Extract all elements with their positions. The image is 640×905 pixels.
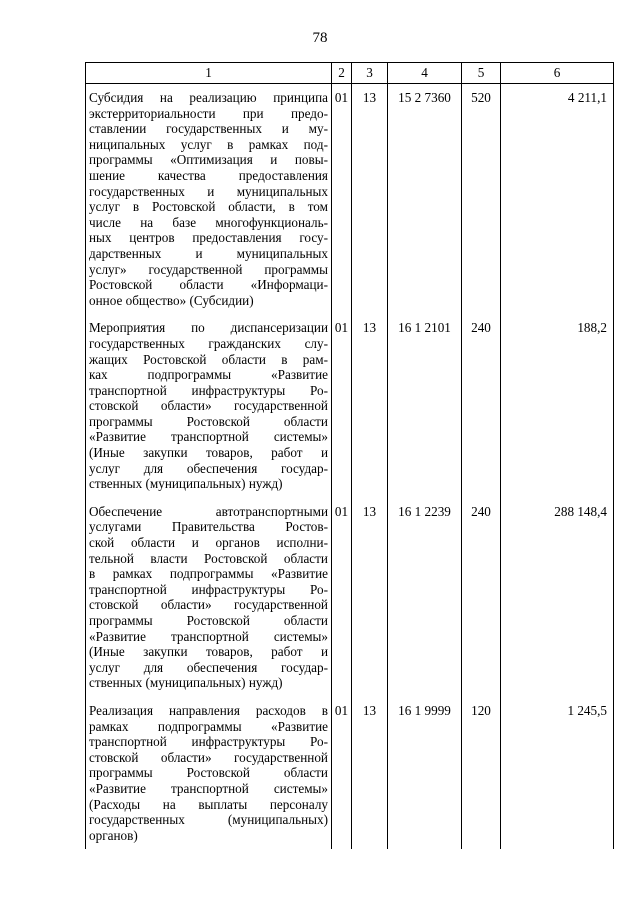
description-line: (Иные закупки товаров, работ и bbox=[89, 445, 328, 461]
expense-description bbox=[86, 314, 332, 498]
description-line: стовской области» государственной bbox=[89, 597, 328, 613]
subsection-code: 13 bbox=[352, 314, 388, 498]
table-row bbox=[86, 498, 614, 697]
subsection-code: 13 bbox=[352, 84, 388, 315]
table-row bbox=[86, 314, 614, 498]
description-line: услуг в Ростовской области, в том bbox=[89, 199, 328, 215]
description-line: программы Ростовской области bbox=[89, 765, 328, 781]
section-code: 01 bbox=[332, 84, 352, 315]
expense-description bbox=[86, 697, 332, 849]
amount: 188,2 bbox=[501, 314, 614, 498]
description-line: программы Ростовской области bbox=[89, 613, 328, 628]
description-line: Обеспечение автотранспортными bbox=[89, 503, 328, 519]
description-line: Мероприятия по диспансеризации bbox=[89, 320, 328, 336]
target-article-code: 16 1 9999 bbox=[388, 697, 462, 849]
amount: 288 148,4 bbox=[501, 498, 614, 697]
budget-table bbox=[85, 62, 614, 849]
subsection-code: 13 bbox=[352, 498, 388, 697]
description-line: стовской области» государственной bbox=[89, 398, 328, 414]
header-col-3: 3 bbox=[352, 63, 388, 84]
description-line: тельной власти Ростовской области bbox=[89, 550, 328, 566]
description-line: программы Ростовской области bbox=[89, 413, 328, 429]
description-line: дарственных и муниципальных bbox=[89, 245, 328, 261]
description-line: услугами Правительства Ростов- bbox=[89, 519, 328, 535]
description-line: стовской области» государственной bbox=[89, 749, 328, 765]
description-line: Субсидия на реализацию принципа bbox=[89, 90, 328, 105]
description-line: программы «Оптимизация и повы- bbox=[89, 152, 328, 168]
description-line: транспортной инфраструктуры Ро- bbox=[89, 382, 328, 398]
section-code: 01 bbox=[332, 697, 352, 849]
expense-type-code: 240 bbox=[462, 498, 501, 697]
table-row bbox=[86, 84, 614, 315]
description-line: ственных (муниципальных) нужд) bbox=[89, 675, 283, 691]
description-line: жащих Ростовской области в рам- bbox=[89, 351, 328, 367]
expense-description bbox=[86, 84, 332, 315]
amount: 1 245,5 bbox=[501, 697, 614, 849]
header-col-1: 1 bbox=[86, 63, 332, 84]
description-line: онное общество» (Субсидии) bbox=[89, 292, 254, 308]
table-header-row bbox=[86, 63, 614, 84]
description-line: Реализация направления расходов в bbox=[89, 702, 328, 718]
description-line: «Развитие транспортной системы» bbox=[89, 628, 328, 644]
page-number: 78 bbox=[312, 30, 328, 46]
target-article-code: 15 2 7360 bbox=[388, 84, 462, 315]
description-line: ках подпрограммы «Развитие bbox=[89, 367, 328, 383]
section-code: 01 bbox=[332, 498, 352, 697]
description-line: органов) bbox=[89, 827, 138, 843]
expense-description bbox=[86, 498, 332, 697]
target-article-code: 16 1 2101 bbox=[388, 314, 462, 498]
section-code: 01 bbox=[332, 314, 352, 498]
description-line: шение качества предоставления bbox=[89, 167, 328, 183]
description-line: «Развитие транспортной системы» bbox=[89, 780, 328, 796]
expense-type-code: 520 bbox=[462, 84, 501, 315]
description-line: ственных (муниципальных) нужд) bbox=[89, 476, 283, 492]
expense-type-code: 240 bbox=[462, 314, 501, 498]
header-col-5: 5 bbox=[462, 63, 501, 84]
description-line: (Иные закупки товаров, работ и bbox=[89, 644, 328, 660]
description-line: ской области и органов исполни- bbox=[89, 535, 328, 551]
description-line: «Развитие транспортной системы» bbox=[89, 429, 328, 445]
subsection-code: 13 bbox=[352, 697, 388, 849]
target-article-code: 16 1 2239 bbox=[388, 498, 462, 697]
description-line: ных центров предоставления госу- bbox=[89, 230, 328, 246]
header-col-6: 6 bbox=[501, 63, 614, 84]
description-line: транспортной инфраструктуры Ро- bbox=[89, 734, 328, 750]
description-line: рамках подпрограммы «Развитие bbox=[89, 718, 328, 734]
description-line: услуг для обеспечения государ- bbox=[89, 460, 328, 476]
description-line: услуг для обеспечения государ- bbox=[89, 659, 328, 675]
description-line: государственных гражданских слу- bbox=[89, 335, 328, 351]
expense-type-code: 120 bbox=[462, 697, 501, 849]
description-line: (Расходы на выплаты персоналу bbox=[89, 796, 328, 812]
description-line: услуг» государственной программы bbox=[89, 261, 328, 277]
description-line: Ростовской области «Информаци- bbox=[89, 277, 328, 293]
description-line: государственных (муниципальных) bbox=[89, 812, 328, 828]
table-row bbox=[86, 697, 614, 849]
description-line: транспортной инфраструктуры Ро- bbox=[89, 581, 328, 597]
header-col-2: 2 bbox=[332, 63, 352, 84]
description-line: государственных и муниципальных bbox=[89, 183, 328, 199]
description-line: ниципальных услуг в рамках под- bbox=[89, 136, 328, 152]
description-line: ставлении государственных и му- bbox=[89, 121, 328, 137]
description-line: в рамках подпрограммы «Развитие bbox=[89, 566, 328, 582]
description-line: экстерриториальности при предо- bbox=[89, 105, 328, 121]
description-line: числе на базе многофункциональ- bbox=[89, 214, 328, 230]
header-col-4: 4 bbox=[388, 63, 462, 84]
amount: 4 211,1 bbox=[501, 84, 614, 315]
